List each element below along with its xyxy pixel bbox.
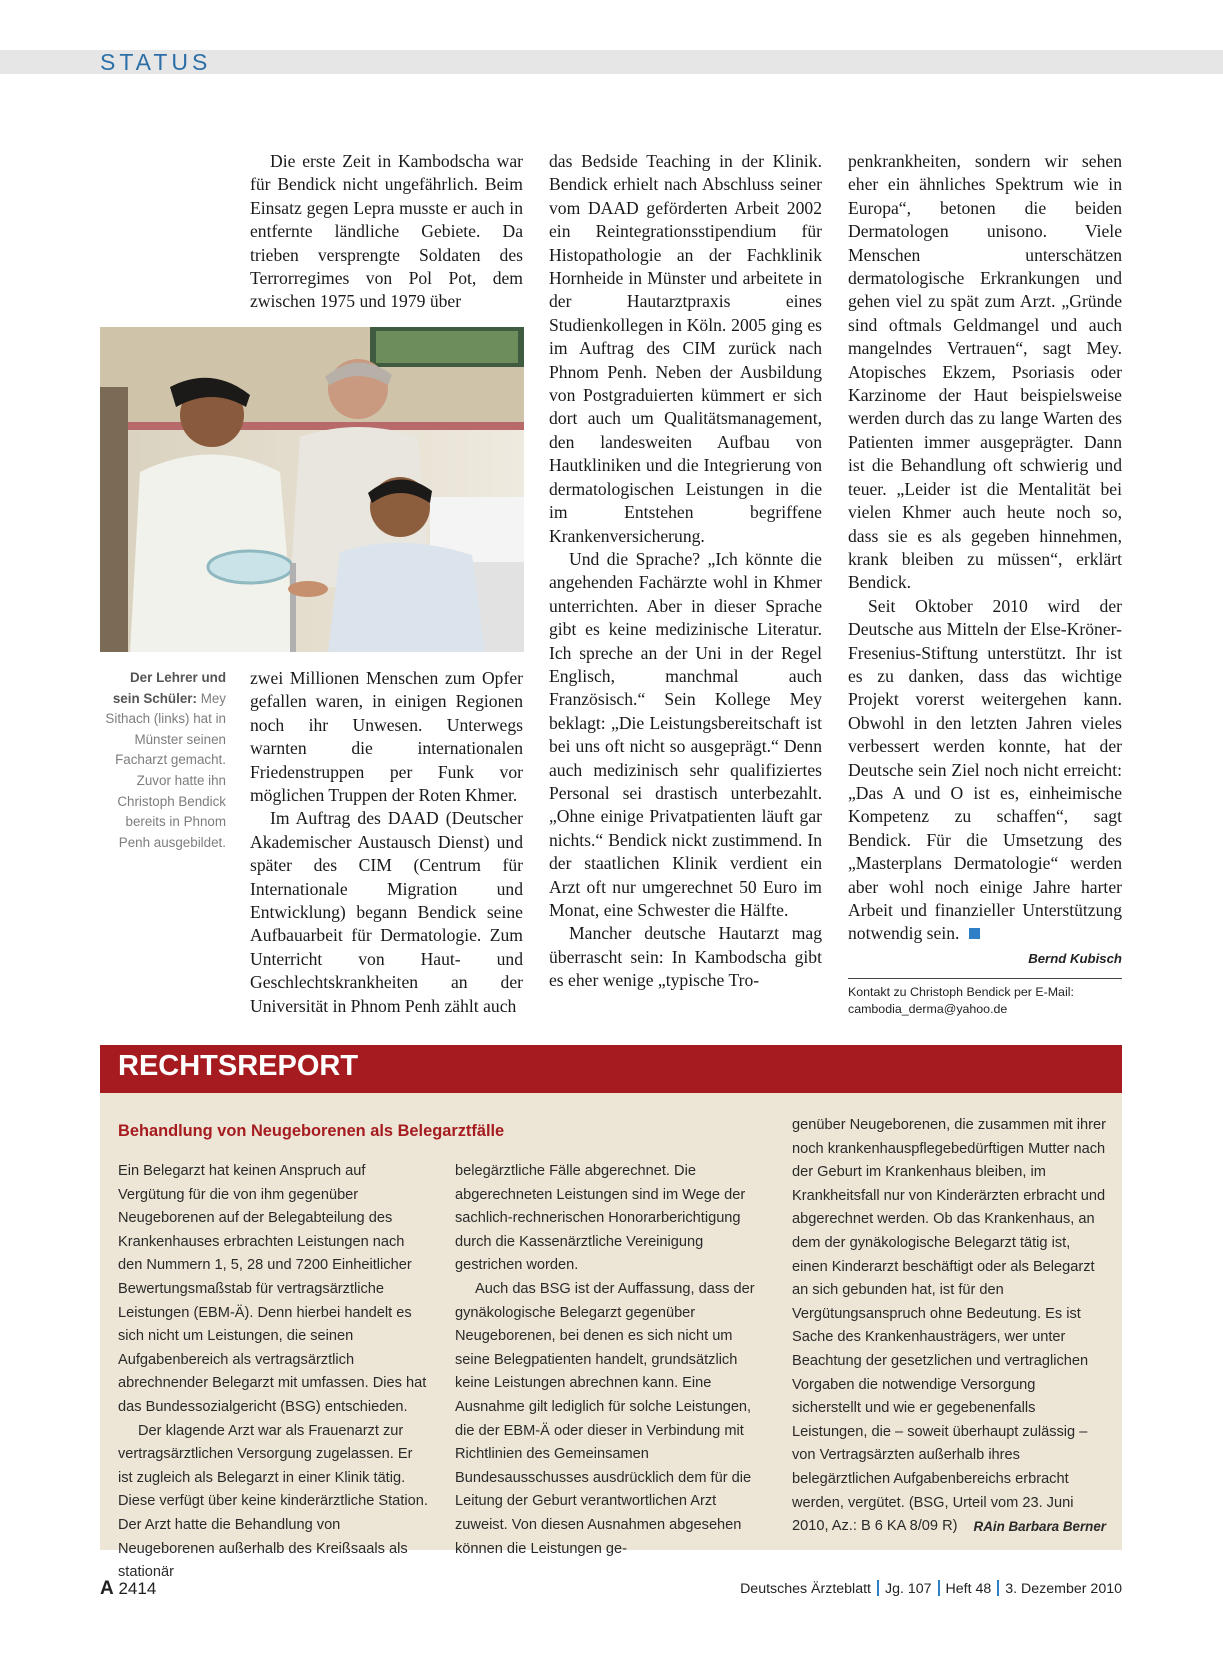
rechtsreport-title: RECHTSREPORT xyxy=(118,1050,359,1082)
paragraph: Mancher deutsche Hautarzt mag überrascht sein: In Kambodscha gibt es eher wenige „typische Tro- xyxy=(549,923,822,991)
paragraph: Im Auftrag des DAAD (Deutscher Akademischer Austausch Dienst) und später des CIM (Centrum für Internationale Migration und Entwicklung) begann Bendick seine Aufbauarbeit für Dermatologie. Zum Unterricht von Haut- und Geschlechtskrankheiten an der Universität in Phnom Penh zählt auch xyxy=(250,808,523,1016)
paragraph-text: genüber Neugeborenen, die zusammen mit ihrer noch krankenhauspflegebedürftigen Mutter nach der Geburt im Krankenhaus bleiben, im Krankheitsfall nur von Kinderärzten erbracht und abgerechnet werden. Ob das Krankenhaus, an dem der gynäkologische Belegarzt tätig ist, einen Kinderarzt beschäftigt oder als Belegarzt an sich gebunden hat, ist für den Vergütungsanspruch ohne Bedeutung. Es ist Sache des Krankenhausträgers, wer unter Beachtung der gesetzlichen und vertraglichen Vorgaben die notwendige Versorgung sicherstellt und wie er gegebenenfalls Leistungen, die – soweit überhaupt zulässig – von Vertragsärzten außerhalb ihres belegärztlichen Aufgabenbereichs erbracht werden, vergütet. (BSG, Urteil vom 23. Juni 2010, Az.: B 6 KA 8/09 R) xyxy=(792,1117,1106,1535)
caption-text: Mey Sithach (links) hat in Münster seinen Facharzt gemacht. Zuvor hatte ihn Christoph Bendick bereits in Phnom Penh ausgebildet. xyxy=(105,690,226,850)
paragraph-text: Seit Oktober 2010 wird der Deutsche aus Mitteln der Else-Kröner-Fresenius-Stiftung unterstützt. Ihr ist es zu danken, dass das wichtige Projekt vorerst weitergehen kann. Obwohl in den letzten Jahren vieles verbessert werden konnte, hat der Deutsche sein Ziel noch nicht erreicht: „Das A und O ist es, einheimische Kompetenz zu schaffen“, sagt Bendick. Für die Umsetzung des „Masterplans Dermatologie“ werden aber wohl noch einige Jahre harter Arbeit und finanzieller Unterstützung notwendig sein. xyxy=(848,595,1122,944)
paragraph: Ein Belegarzt hat keinen Anspruch auf Vergütung für die von ihm gegenüber Neugeborenen auf der Belegabteilung des Krankenhauses erbrachten Leistungen nach den Nummern 1, 5, 28 und 7200 Einheitlicher Bewertungsmaßstab für vertragsärztliche Leistungen (EBM-Ä). Denn hierbei handelt es sich nicht um Leistungen, die seinen Aufgabenbereich als vertragsärztlich abrechnender Belegarzt mit umfassen. Dies hat das Bundessozialgericht (BSG) entschieden. xyxy=(118,1163,427,1415)
paragraph xyxy=(848,595,1122,946)
section-label: STATUS xyxy=(100,49,212,75)
article-column-1-top xyxy=(250,150,523,314)
separator xyxy=(877,1580,879,1596)
paragraph: Und die Sprache? „Ich könnte die angehenden Fachärzte wohl in Khmer unterrichten. Aber in dieser Sprache gibt es keine medizinische Literatur. Ich spreche an der Uni in der Regel Englisch, manchmal auch Französisch.“ Sein Kollege Mey beklagt: „Die Leistungsbereitschaft ist bei uns oft nicht so ausgeprägt.“ Denn auch medizinisch sehr qualifiziertes Personal sei drastisch unterbezahlt. „Ohne einige Privatpatienten läuft gar nichts.“ Bendick nickt zustimmend. In der staatlichen Klinik verdient ein Arzt oft nur umgerechnet 50 Euro im Monat, eine Schwester die Hälfte. xyxy=(549,548,822,920)
page-number xyxy=(100,1578,156,1600)
paragraph: penkrankheiten, sondern wir sehen eher ein ähnliches Spektrum wie in Europa“, betonen die beiden Dermatologen unisono. Viele Menschen unterschätzen dermatologische Erkrankungen und gehen viel zu spät zum Arzt. „Gründe sind oftmals Geldmangel und auch mangelndes Vertrauen“, sagt Mey. Atopisches Ekzem, Psoriasis oder Karzinome der Haut beispielsweise werden durch das zu lange Warten des Patienten immer ausgeprägter. Dann ist die Behandlung oft schwierig und teuer. „Leider ist die Mentalität bei vielen Khmer auch heute noch so, dass sie es als gegeben hinnehmen, krank bleiben zu müssen“, erklärt Bendick. xyxy=(848,151,1122,593)
separator xyxy=(997,1580,999,1596)
article-column-3 xyxy=(848,150,1122,946)
page-number-value: 2414 xyxy=(118,1579,157,1598)
rechtsreport-column-1 xyxy=(118,1160,430,1585)
page-prefix: A xyxy=(100,1578,114,1599)
paragraph: belegärztliche Fälle abgerechnet. Die abgerechneten Leistungen sind im Wege der sachlich-rechnerischen Honorarberichtigung durch die Kassenärztliche Vereinigung gestrichen worden. xyxy=(455,1163,746,1274)
article-column-1-bottom xyxy=(250,667,523,1018)
journal-name: Deutsches Ärzteblatt xyxy=(740,1581,871,1597)
article-column-2 xyxy=(549,150,822,993)
end-mark-icon xyxy=(969,928,980,939)
rechtsreport-author: RAin Barbara Berner xyxy=(973,1519,1106,1535)
paragraph: das Bedside Teaching in der Klinik. Bendick erhielt nach Abschluss seiner vom DAAD geförderten Arbeit 2002 ein Reintegrationsstipendium für Histopathologie an der Fachklinik Hornheide in Münster und arbeitete in der Hautarztpraxis eines Studienkollegen in Köln. 2005 ging es im Auftrag des CIM zurück nach Phnom Penh. Neben der Ausbildung von Postgraduierten kümmert er sich dort auch um Qualitätsmanagement, den landesweiten Aufbau von Hautkliniken und die Integrierung von dermatologischen Leistungen in die im Entstehen begriffene Krankenversicherung. xyxy=(549,151,822,546)
caption-lead: Der Lehrer und sein Schüler: xyxy=(112,670,226,706)
contact-note: Kontakt zu Christoph Bendick per E-Mail: cambodia_derma@yahoo.de xyxy=(848,985,1074,1016)
separator xyxy=(938,1580,940,1596)
divider xyxy=(848,978,1122,979)
rechtsreport-column-2 xyxy=(455,1160,765,1561)
journal-volume: Jg. 107 xyxy=(884,1581,932,1597)
paragraph: Auch das BSG ist der Auffassung, dass der gynäkologische Belegarzt gegenüber Neugeborenen, bei denen es sich nicht um seine Belegpatienten handelt, grundsätzlich keine Leistungen abrechnen kann. Eine Ausnahme gilt lediglich für solche Leistungen, die der EBM-Ä oder dieser in Verbindung mit Richtlinien des Gemeinsamen Bundesausschusses ausdrücklich dem für die Leitung der Geburt verantwortlichen Arzt zuweist. Von diesen Ausnahmen abgesehen können die Leistungen ge- xyxy=(455,1280,755,1557)
photo-doctors-icon xyxy=(100,327,524,652)
author-byline: Bernd Kubisch xyxy=(1028,951,1122,966)
paragraph xyxy=(792,1114,1106,1539)
journal-info xyxy=(740,1580,1122,1597)
paragraph: Der klagende Arzt war als Frauenarzt zur vertragsärztlichen Versorgung zugelassen. Er ist zugleich als Belegarzt in einer Klinik tätig. Diese verfügt über keine kinderärztliche Station. Der Arzt hatte die Behandlung von Neugeborenen außerhalb des Kreißsaals als stationär xyxy=(118,1422,428,1581)
rechtsreport-column-3 xyxy=(792,1114,1106,1539)
paragraph: Die erste Zeit in Kambodscha war für Bendick nicht ungefährlich. Beim Einsatz gegen Lepra musste er auch in entfernte ländliche Gebiete. Da trieben versprengte Soldaten des Terrorregimes von Pol Pot, dem zwischen 1975 und 1979 über xyxy=(250,151,523,312)
photo-caption xyxy=(100,668,226,853)
paragraph: zwei Millionen Menschen zum Opfer gefallen waren, in einigen Regionen noch ihr Unwesen. Unterwegs warnten die internationalen Friedenstruppen per Funk vor möglichen Truppen der Roten Khmer. xyxy=(250,668,523,806)
journal-date: 3. Dezember 2010 xyxy=(1005,1581,1122,1597)
rechtsreport-headline: Behandlung von Neugeborenen als Belegarztfälle xyxy=(118,1122,505,1140)
journal-issue: Heft 48 xyxy=(945,1581,992,1597)
article-photo xyxy=(100,327,524,652)
